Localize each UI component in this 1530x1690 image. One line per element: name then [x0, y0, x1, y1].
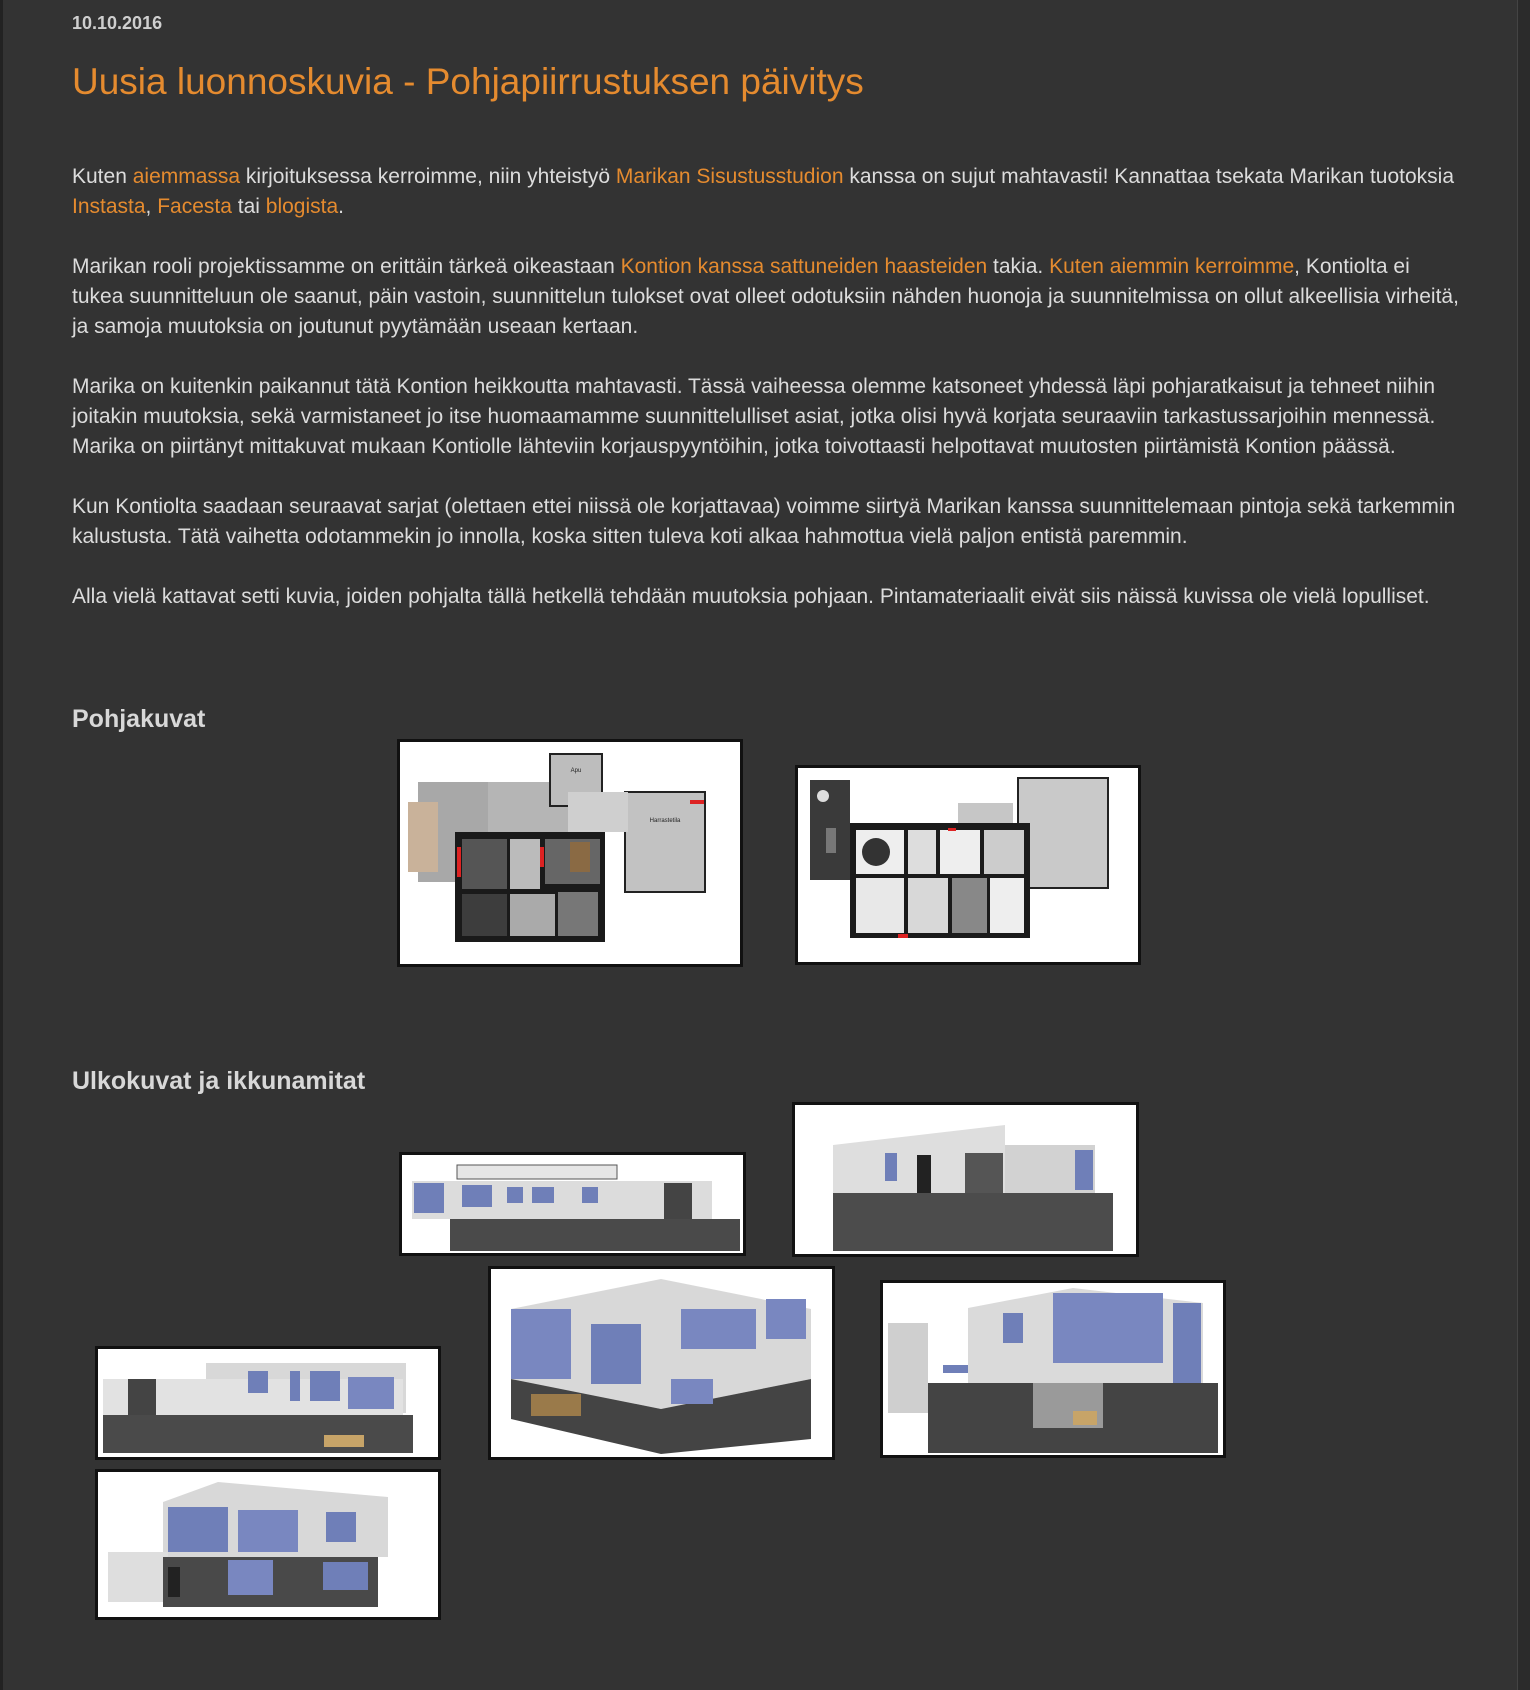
room-label: Harrastetila — [649, 818, 681, 824]
section-heading-floorplans: Pohjakuvat — [72, 705, 206, 733]
render-drawing — [883, 1283, 1223, 1455]
paragraph-3: Marika on kuitenkin paikannut tätä Kontion heikkoutta mahtavasti. Tässä vaiheessa olemme katsoneet yhdessä läpi pohjaratkaisut ja tehneet niihin joitakin muutoksia, sekä varmistaneet jo itse huomaamamme suunnittelulliset asiat, jotka olisi hyvä korjata seuraaviin tarkastussarjoihin mennessä. Marika on piirtänyt mittakuvat mukaan Kontiolle lähteviin korjauspyyntöihin, jotka toivottaasti helpottavat muutosten piirtämistä Kontion päässä. — [72, 375, 1436, 458]
text: takia. — [987, 255, 1050, 278]
text: , Kontiolta ei tukea suunnitteluun ole saanut, päin vastoin, suunnittelun tulokset ovat olleet odotuksiin nähden huonoja ja suunnitelmissa on ollut alkeellisia virheitä, ja samoja muutoksia on joutunut pyytämään useaan kertaan. — [72, 255, 1459, 338]
render-drawing — [491, 1269, 832, 1457]
text: . — [338, 195, 345, 218]
paragraph-4: Kun Kontiolta saadaan seuraavat sarjat (olettaen ettei niissä ole korjattavaa) voimme siirtyä Marikan kanssa suunnittelemaan pintoja sekä tarkemmin kalustusta. Tätä vaihetta odotammekin jo innolla, koska sitten tuleva koti alkaa hahmottua vielä paljon entistä paremmin. — [72, 495, 1456, 548]
link-aiemmin-kerroimme[interactable]: Kuten aiemmin kerroimme — [1049, 255, 1295, 278]
link-sisustusstudio[interactable]: Marikan Sisustusstudion — [615, 165, 844, 188]
section-heading-exterior: Ulkokuvat ja ikkunamitat — [72, 1067, 366, 1095]
text: , — [145, 195, 158, 218]
elevation-image-1[interactable] — [399, 1152, 746, 1256]
floorplan-image-1[interactable] — [397, 739, 743, 967]
post-left-edge — [0, 0, 3, 1690]
floorplan-drawing — [798, 768, 1138, 962]
post-date: 10.10.2016 — [72, 13, 163, 33]
link-blog[interactable]: blogista — [265, 195, 339, 218]
render-3d-image-2[interactable] — [880, 1280, 1226, 1458]
paragraph-5: Alla vielä kattavat setti kuvia, joiden pohjalta tällä hetkellä tehdään muutoksia pohjaan. Pintamateriaalit eivät siis näissä kuvissa ole vielä lopulliset. — [72, 585, 1430, 608]
link-haasteet[interactable]: Kontion kanssa sattuneiden haasteiden — [620, 255, 988, 278]
link-aiemmassa[interactable]: aiemmassa — [132, 165, 241, 188]
elevation-image-4[interactable] — [95, 1469, 441, 1620]
paragraph-1 — [72, 162, 1462, 222]
elevation-image-3[interactable] — [95, 1346, 441, 1460]
link-instagram[interactable]: Instasta — [72, 195, 146, 218]
floorplan-image-2[interactable] — [795, 765, 1141, 965]
text: tai — [231, 195, 266, 218]
link-facebook[interactable]: Facesta — [157, 195, 232, 218]
post-title[interactable]: Uusia luonnoskuvia - Pohjapiirrustuksen päivitys — [72, 61, 864, 102]
text: kirjoituksessa kerroimme, niin yhteistyö — [240, 165, 616, 188]
elevation-image-2[interactable] — [792, 1102, 1139, 1257]
render-3d-image-1[interactable] — [488, 1266, 835, 1460]
text: Kuten — [72, 165, 133, 188]
floorplan-drawing — [400, 742, 740, 964]
elevation-drawing — [98, 1472, 438, 1617]
elevation-drawing — [795, 1105, 1136, 1254]
room-label: Apu — [570, 768, 582, 774]
elevation-drawing — [402, 1155, 743, 1253]
elevation-drawing — [98, 1349, 438, 1457]
text: Marikan rooli projektissamme on erittäin tärkeä oikeastaan — [72, 255, 621, 278]
post-body — [72, 162, 1462, 642]
page-scrollbar[interactable] — [1517, 0, 1530, 1690]
paragraph-2 — [72, 252, 1462, 342]
text: kanssa on sujut mahtavasti! Kannattaa tsekata Marikan tuotoksia — [843, 165, 1455, 188]
